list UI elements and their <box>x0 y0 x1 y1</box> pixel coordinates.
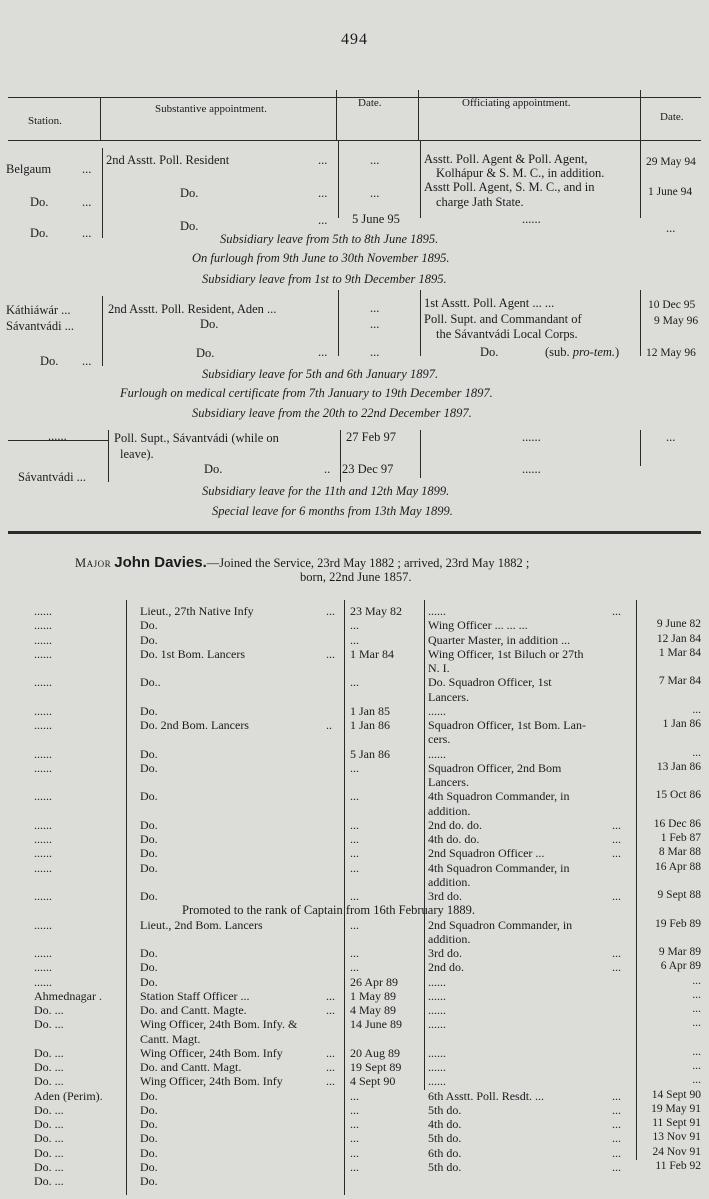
substantive-cell: Do. <box>140 632 158 647</box>
date-cell: ... <box>350 917 359 932</box>
date2-cell: ... <box>692 1003 701 1015</box>
dots: ... <box>612 1117 621 1131</box>
date2-cell: 15 Oct 86 <box>655 789 701 802</box>
date2-cell: ... <box>692 746 701 759</box>
date2-cell: 16 Apr 88 <box>655 860 701 873</box>
dots: ... <box>612 604 621 618</box>
col-divider <box>338 140 339 218</box>
substantive-cell: Do. <box>180 219 199 233</box>
officiating-cell: 2nd do. <box>428 960 464 975</box>
substantive-cell: Do. <box>140 946 158 960</box>
date-cell: 1 Mar 84 <box>350 646 394 661</box>
date2-cell: ... <box>666 221 676 235</box>
date-cell: 19 Sept 89 <box>350 1060 402 1074</box>
date2-cell: 19 May 91 <box>651 1102 701 1115</box>
station-cell: Do. ... <box>34 1131 64 1146</box>
dots: ... <box>612 846 621 861</box>
dots: ... <box>326 1003 335 1017</box>
date-cell: ... <box>350 960 359 975</box>
officer-line2: born, 22nd June 1857. <box>300 570 412 584</box>
date-cell: 23 Dec 97 <box>342 462 394 476</box>
date-cell: ... <box>350 889 359 903</box>
col-divider <box>102 148 103 238</box>
officiating-cell: 4th Squadron Commander, in <box>428 789 570 804</box>
officiating-cell: 4th do. <box>428 1117 462 1131</box>
officiating-cell: ...... <box>522 430 541 444</box>
leave-note: Subsidiary leave from 5th to 8th June 1895. <box>220 232 439 246</box>
station-cell: ...... <box>34 960 52 975</box>
date-cell: ... <box>370 153 380 167</box>
station-cell: ...... <box>34 832 52 846</box>
substantive-cell: Do. <box>140 960 158 975</box>
officiating-cell: ...... <box>428 604 446 618</box>
substantive-cell: Do. <box>140 974 158 989</box>
dots: ... <box>82 226 92 240</box>
officiating-cell: 6th Asstt. Poll. Resdt. ... <box>428 1088 545 1103</box>
date2-cell: ... <box>692 988 701 1001</box>
page-number: 494 <box>341 31 368 48</box>
dots: ... <box>326 988 335 1003</box>
date-cell: ... <box>350 632 359 647</box>
dots: ... <box>318 213 328 227</box>
officiating-cell: Lancers. <box>428 775 469 789</box>
col-divider <box>344 600 345 1195</box>
date-cell: ... <box>350 1145 359 1160</box>
station-cell: Do. ... <box>34 1145 64 1160</box>
date-cell: ... <box>350 760 359 775</box>
dots: ... <box>612 1088 621 1103</box>
date2-cell: 14 Sept 90 <box>651 1088 701 1101</box>
date-cell: ... <box>350 846 359 861</box>
officiating-cell: ...... <box>428 1003 446 1017</box>
station-cell: ...... <box>34 604 52 618</box>
station-cell: ...... <box>34 718 52 732</box>
date2-cell: 7 Mar 84 <box>658 675 701 688</box>
date-cell: ... <box>350 618 359 633</box>
header-bottom-rule <box>8 140 701 141</box>
officiating-cell: Squadron Officer, 1st Bom. Lan- <box>428 718 586 732</box>
date2-cell: ... <box>692 1045 701 1058</box>
date-cell: ... <box>350 675 359 690</box>
officiating-cell: addition. <box>428 874 471 889</box>
date2-cell: 10 Dec 95 <box>648 299 696 311</box>
officer-heading <box>75 555 529 570</box>
substantive-cell: Do. <box>140 1145 158 1160</box>
leave-note: Subsidiary leave for the 11th and 12th May 1899. <box>202 484 450 498</box>
header-substantive: Substantive appointment. <box>155 103 267 115</box>
officiating-cell: ...... <box>522 212 541 226</box>
dots: ... <box>612 817 621 832</box>
station-cell: Do. ... <box>34 1174 64 1188</box>
station-cell: ...... <box>34 860 52 875</box>
date2-cell: 6 Apr 89 <box>660 960 701 973</box>
dots: ... <box>612 832 621 846</box>
station-cell: ...... <box>34 746 52 761</box>
officiating-cell: 6th do. <box>428 1145 462 1160</box>
leave-note: Special leave for 6 months from 13th May 1899. <box>212 504 453 518</box>
dots: .. <box>324 462 331 476</box>
substantive-cell: Do. <box>140 1088 158 1103</box>
officiating-cell: 2nd Squadron Commander, in <box>428 917 573 932</box>
dots: ... <box>82 354 92 368</box>
officiating-cell: ...... <box>428 988 446 1003</box>
station-cell: Do. ... <box>34 1117 64 1131</box>
substantive-cell: Wing Officer, 24th Bom. Infy <box>140 1074 283 1089</box>
station-cell: ...... <box>34 646 52 661</box>
dots: ... <box>326 1060 335 1074</box>
station-cell: Do. ... <box>34 1159 64 1174</box>
date-cell: 26 Apr 89 <box>350 974 398 989</box>
station-cell: ...... <box>34 789 52 804</box>
dots: ... <box>326 604 335 618</box>
leave-note: Subsidiary leave from 1st to 9th December 1895. <box>202 272 447 286</box>
date2-cell: 12 May 96 <box>646 347 696 359</box>
dots: ... <box>318 345 328 359</box>
substantive-cell: Do. <box>140 1159 158 1174</box>
date2-cell: ... <box>692 703 701 716</box>
date2-cell: 29 May 94 <box>646 156 696 168</box>
date-cell: ... <box>370 186 380 200</box>
officiating-cell: ...... <box>428 1060 446 1074</box>
officiating-cell: ...... <box>428 974 446 989</box>
date-cell: ... <box>370 317 380 331</box>
station-cell: Belgaum <box>6 162 52 176</box>
dots: ... <box>612 960 621 975</box>
header-col-divider <box>100 97 101 140</box>
substantive-cell: Do. <box>200 317 219 331</box>
leave-note: Furlough on medical certificate from 7th January to 19th December 1897. <box>120 386 493 400</box>
date2-cell: 16 Dec 86 <box>653 817 701 830</box>
date-cell: 4 May 89 <box>350 1003 396 1017</box>
section-divider <box>8 531 701 534</box>
station-cell: Do. ... <box>34 1045 64 1060</box>
date-cell: ... <box>350 1117 359 1131</box>
officiating-cell: Asstt Poll. Agent, S. M. C., and in <box>424 180 595 194</box>
date-cell: ... <box>350 1088 359 1103</box>
officiating-cell: 2nd Squadron Officer ... <box>428 846 545 861</box>
substantive-cell: Lieut., 27th Native Infy <box>140 604 254 618</box>
station-cell: Do. ... <box>34 1060 64 1074</box>
substantive-cell: Do. <box>140 846 158 861</box>
station-cell: ...... <box>34 946 52 960</box>
officiating-cell: N. I. <box>428 661 450 675</box>
substantive-cell: Do. <box>140 618 158 633</box>
station-cell: ...... <box>34 846 52 861</box>
officiating-cell: 5th do. <box>428 1159 462 1174</box>
date-cell: 1 Jan 86 <box>350 718 390 732</box>
col-divider <box>640 430 641 466</box>
date-cell: 1 May 89 <box>350 988 396 1003</box>
station-cell: Do. <box>30 226 49 240</box>
substantive-cell: Do.. <box>140 675 161 690</box>
date2-cell: 9 Mar 89 <box>658 946 701 958</box>
substantive-cell: Do. <box>204 462 223 476</box>
station-cell: ...... <box>48 429 67 443</box>
officiating-cell: 4th do. do. <box>428 832 480 846</box>
header-date: Date. <box>358 97 382 109</box>
officiating-cell: 5th do. <box>428 1102 462 1117</box>
substantive-cell: Do. 1st Bom. Lancers <box>140 646 245 661</box>
dots: ... <box>326 1074 335 1089</box>
date2-cell: 11 Sept 91 <box>652 1117 701 1129</box>
dots: ... <box>612 946 621 960</box>
officiating-cell: (sub. pro-tem.) <box>545 345 620 359</box>
substantive-cell: Do. and Cantt. Magte. <box>140 1003 247 1017</box>
col-divider <box>102 296 103 366</box>
station-cell: Káthiáwár ... <box>6 303 71 317</box>
station-cell: ...... <box>34 632 52 647</box>
officiating-cell: Do. <box>480 345 499 359</box>
dots: .. <box>326 718 332 732</box>
officer-name: John Davies. <box>114 554 207 571</box>
date2-cell: 9 June 82 <box>656 618 701 631</box>
date2-cell: 8 Mar 88 <box>658 846 701 859</box>
officiating-cell: ...... <box>428 1017 446 1032</box>
dots: ... <box>82 195 92 209</box>
date-cell: 5 June 95 <box>352 212 400 226</box>
station-cell: Sávantvádi ... <box>18 470 87 484</box>
officiating-cell: ...... <box>428 1045 446 1060</box>
station-cell: Do. ... <box>34 1102 64 1117</box>
date2-cell: 1 Feb 87 <box>660 832 701 844</box>
officer-line1: —Joined the Service, 23rd May 1882 ; arrived, 23rd May 1882 ; <box>206 556 530 570</box>
dots: ... <box>326 1045 335 1060</box>
substantive-cell: Wing Officer, 24th Bom. Infy <box>140 1045 283 1060</box>
date-cell: ... <box>370 345 380 359</box>
officiating-cell: Squadron Officer, 2nd Bom <box>428 760 562 775</box>
officiating-cell: addition. <box>428 931 471 946</box>
substantive-cell: Do. 2nd Bom. Lancers <box>140 718 249 732</box>
date-cell: ... <box>350 860 359 875</box>
officiating-cell: 2nd do. do. <box>428 817 482 832</box>
date-cell: ... <box>350 1102 359 1117</box>
date2-cell: 9 Sept 88 <box>657 889 701 901</box>
officiating-cell: Wing Officer ... ... ... <box>428 618 528 633</box>
officiating-cell: 1st Asstt. Poll. Agent ... ... <box>424 296 555 310</box>
date-cell: ... <box>350 789 359 804</box>
date-cell: ... <box>370 301 380 315</box>
date2-cell: 1 June 94 <box>648 186 693 198</box>
col-divider <box>108 430 109 482</box>
col-divider <box>338 290 339 356</box>
officer-rank: Major <box>75 556 112 570</box>
header-col-divider <box>336 90 337 140</box>
station-cell: ...... <box>34 817 52 832</box>
col-divider <box>340 430 341 482</box>
date2-cell: ... <box>666 430 676 444</box>
date2-cell: 13 Nov 91 <box>652 1131 701 1144</box>
dots: ... <box>318 153 328 167</box>
officiating-cell: addition. <box>428 803 471 818</box>
date-cell: 23 May 82 <box>350 604 402 618</box>
station-cell: ...... <box>34 889 52 903</box>
substantive-cell: Do. <box>140 889 158 903</box>
header-officiating: Officiating appointment. <box>462 97 571 109</box>
dots: ... <box>612 1102 621 1117</box>
officiating-cell: ...... <box>428 746 446 761</box>
substantive-cell: 2nd Asstt. Poll. Resident, Aden ... <box>108 302 277 316</box>
substantive-cell: Do. <box>140 746 158 761</box>
station-cell: Aden (Perim). <box>34 1088 103 1103</box>
station-cell: ...... <box>34 703 52 718</box>
substantive-cell: Do. <box>140 1131 158 1146</box>
substantive-cell: Poll. Supt., Sávantvádi (while on <box>114 431 279 445</box>
substantive-cell: Lieut., 2nd Bom. Lancers <box>140 917 263 932</box>
officiating-cell: 4th Squadron Commander, in <box>428 860 570 875</box>
officiating-cell: Lancers. <box>428 689 469 704</box>
substantive-cell: 2nd Asstt. Poll. Resident <box>106 153 230 167</box>
officiating-cell: Do. Squadron Officer, 1st <box>428 675 552 690</box>
officiating-cell: the Sávantvádi Local Corps. <box>436 327 578 341</box>
dots: ... <box>612 889 621 903</box>
col-divider <box>420 430 421 478</box>
officiating-cell: 3rd do. <box>428 889 462 903</box>
substantive-cell: Do. <box>140 860 158 875</box>
dots: ... <box>318 186 328 200</box>
col-divider <box>420 290 421 356</box>
officiating-cell: ...... <box>428 703 446 718</box>
substantive-cell: Do. <box>196 346 215 360</box>
station-cell: ...... <box>34 618 52 633</box>
date-cell: 14 June 89 <box>350 1017 402 1032</box>
station-cell: Do. ... <box>34 1017 64 1032</box>
substantive-cell: Do. <box>140 703 158 718</box>
date2-cell: 24 Nov 91 <box>652 1145 701 1158</box>
col-divider <box>640 290 641 356</box>
station-cell: ...... <box>34 675 52 690</box>
date-cell: 27 Feb 97 <box>346 430 396 444</box>
date2-cell: 19 Feb 89 <box>655 917 701 930</box>
date2-cell: 1 Mar 84 <box>658 646 701 659</box>
station-cell: Ahmednagar . <box>34 988 102 1003</box>
header-date2: Date. <box>660 111 684 123</box>
date2-cell: 12 Jan 84 <box>656 632 701 645</box>
date-cell: ... <box>350 817 359 832</box>
station-cell: Do. ... <box>34 1074 64 1089</box>
date-cell: ... <box>350 832 359 846</box>
substantive-cell: Do. <box>180 186 199 200</box>
officiating-cell: Wing Officer, 1st Biluch or 27th <box>428 646 584 661</box>
officiating-cell: Kolhápur & S. M. C., in addition. <box>436 166 605 180</box>
date2-cell: 9 May 96 <box>654 315 699 327</box>
station-cell: Do. ... <box>34 1003 64 1017</box>
date-cell: ... <box>350 1159 359 1174</box>
date-cell: ... <box>350 1131 359 1146</box>
station-cell: Sávantvádi ... <box>6 319 75 333</box>
substantive-cell: leave). <box>120 447 154 461</box>
officiating-cell: ...... <box>522 462 541 476</box>
officiating-cell: charge Jath State. <box>436 195 524 209</box>
officiating-cell: 3rd do. <box>428 946 462 960</box>
officiating-cell: 5th do. <box>428 1131 462 1146</box>
substantive-cell: Do. <box>140 817 158 832</box>
officiating-cell: cers. <box>428 732 451 747</box>
date-cell: 5 Jan 86 <box>350 746 390 761</box>
date2-cell: 1 Jan 86 <box>662 718 701 730</box>
col-divider <box>640 140 641 218</box>
substantive-cell: Do. <box>140 760 158 775</box>
date-cell: 1 Jan 85 <box>350 703 390 718</box>
col-divider <box>636 600 637 1160</box>
date2-cell: ... <box>692 974 701 987</box>
substantive-cell: Do. <box>140 832 158 846</box>
header-col-divider <box>418 90 419 140</box>
date-cell: ... <box>350 946 359 960</box>
dots: ... <box>326 646 335 661</box>
leave-note: Subsidiary leave for 5th and 6th January 1897. <box>202 367 439 381</box>
station-cell: ...... <box>34 760 52 775</box>
substantive-cell: Do. and Cantt. Magt. <box>140 1060 242 1074</box>
dots: ... <box>612 1145 621 1160</box>
header-col-divider <box>640 90 641 140</box>
date-cell: 20 Aug 89 <box>350 1045 401 1060</box>
leave-note: On furlough from 9th June to 30th November 1895. <box>192 251 450 265</box>
dots: ... <box>612 1159 621 1174</box>
substantive-cell: Station Staff Officer ... <box>140 988 250 1003</box>
substantive-cell: Do. <box>140 1102 158 1117</box>
substantive-cell: Do. <box>140 1117 158 1131</box>
date-cell: 4 Sept 90 <box>350 1074 396 1089</box>
date2-cell: ... <box>692 1074 701 1087</box>
dots: ... <box>82 162 92 176</box>
dots: ... <box>612 1131 621 1146</box>
substantive-cell: Do. <box>140 1174 158 1188</box>
date2-cell: ... <box>692 1060 701 1072</box>
date2-cell: 11 Feb 92 <box>655 1159 701 1172</box>
header-top-rule <box>8 97 701 98</box>
station-cell: Do. <box>40 354 59 368</box>
station-cell: ...... <box>34 917 52 932</box>
officiating-cell: Quarter Master, in addition ... <box>428 632 571 647</box>
station-cell: Do. <box>30 195 49 209</box>
substantive-cell: Wing Officer, 24th Bom. Infy. & <box>140 1017 298 1032</box>
promotion-note: Promoted to the rank of Captain from 16th February 1889. <box>182 903 475 918</box>
col-divider <box>420 140 421 218</box>
col-divider <box>424 600 425 1090</box>
leave-note: Subsidiary leave from the 20th to 22nd December 1897. <box>192 406 472 420</box>
officiating-cell: Poll. Supt. and Commandant of <box>424 312 582 326</box>
header-station: Station. <box>28 115 62 127</box>
date2-cell: ... <box>692 1017 701 1030</box>
substantive-cell: Do. <box>140 789 158 804</box>
station-cell: ...... <box>34 974 52 989</box>
officiating-cell: ...... <box>428 1074 446 1089</box>
substantive-cell: Cantt. Magt. <box>140 1031 201 1046</box>
date2-cell: 13 Jan 86 <box>656 760 701 773</box>
officiating-cell: Asstt. Poll. Agent & Poll. Agent, <box>424 152 588 166</box>
col-divider <box>126 600 127 1195</box>
